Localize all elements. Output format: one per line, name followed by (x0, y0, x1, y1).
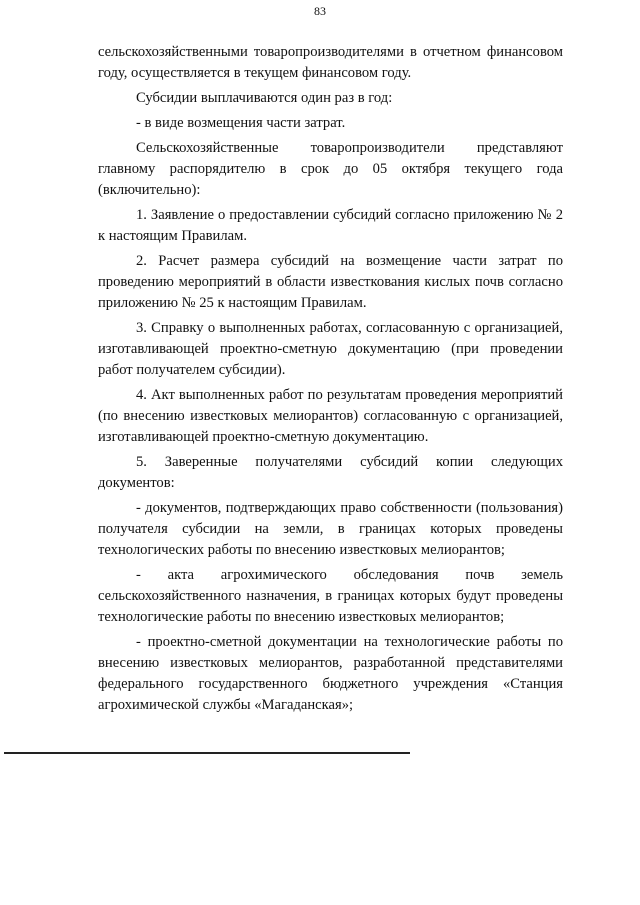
paragraph-continuation: сельскохозяйственными товаропроизводителями в отчетном финансовом году, осуществляется в текущем финансовом году. (98, 44, 563, 81)
document-body (98, 42, 563, 720)
sub-item-ownership-documents: - документов, подтверждающих право собственности (пользования) получателя субсидии на земли, в границах которых проведены технологических работы по внесению известковых мелиорантов; (98, 500, 563, 558)
sub-item-design-documentation: - проектно-сметной документации на технологические работы по внесению известковых мелиорантов, разработанной представителями федерального государственного бюджетного учреждения «Станция агрохимической службы «Магаданская»; (98, 634, 563, 713)
list-item-2: 2. Расчет размера субсидий на возмещение части затрат по проведению мероприятий в области известкования кислых почв согласно приложению № 25 к настоящим Правилам. (98, 253, 563, 311)
page-number: 83 (314, 4, 326, 18)
list-item-3: 3. Справку о выполненных работах, согласованную с организацией, изготавливающей проектно-сметную документацию (при проведении работ получателем субсидии). (98, 320, 563, 378)
paragraph-submission-deadline: Сельскохозяйственные товаропроизводители представляют главному распорядителю в срок до 05 октября текущего года (включительно): (98, 140, 563, 198)
sub-item-agrochemical-survey: - акта агрохимического обследования почв земель сельскохозяйственного назначения, в границах которых будут проведены технологические работы по внесению известковых мелиорантов; (98, 567, 563, 625)
list-item-5: 5. Заверенные получателями субсидий копии следующих документов: (98, 454, 563, 491)
paragraph-reimbursement-form: - в виде возмещения части затрат. (136, 115, 346, 131)
list-item-4: 4. Акт выполненных работ по результатам проведения мероприятий (по внесению известковых мелиорантов) согласованную с организацией, изготавливающей проектно-сметную документацию. (98, 387, 563, 445)
footnote-divider (4, 752, 410, 754)
list-item-1: 1. Заявление о предоставлении субсидий согласно приложению № 2 к настоящим Правилам. (98, 207, 563, 244)
paragraph-subsidy-frequency: Субсидии выплачиваются один раз в год: (136, 90, 393, 106)
